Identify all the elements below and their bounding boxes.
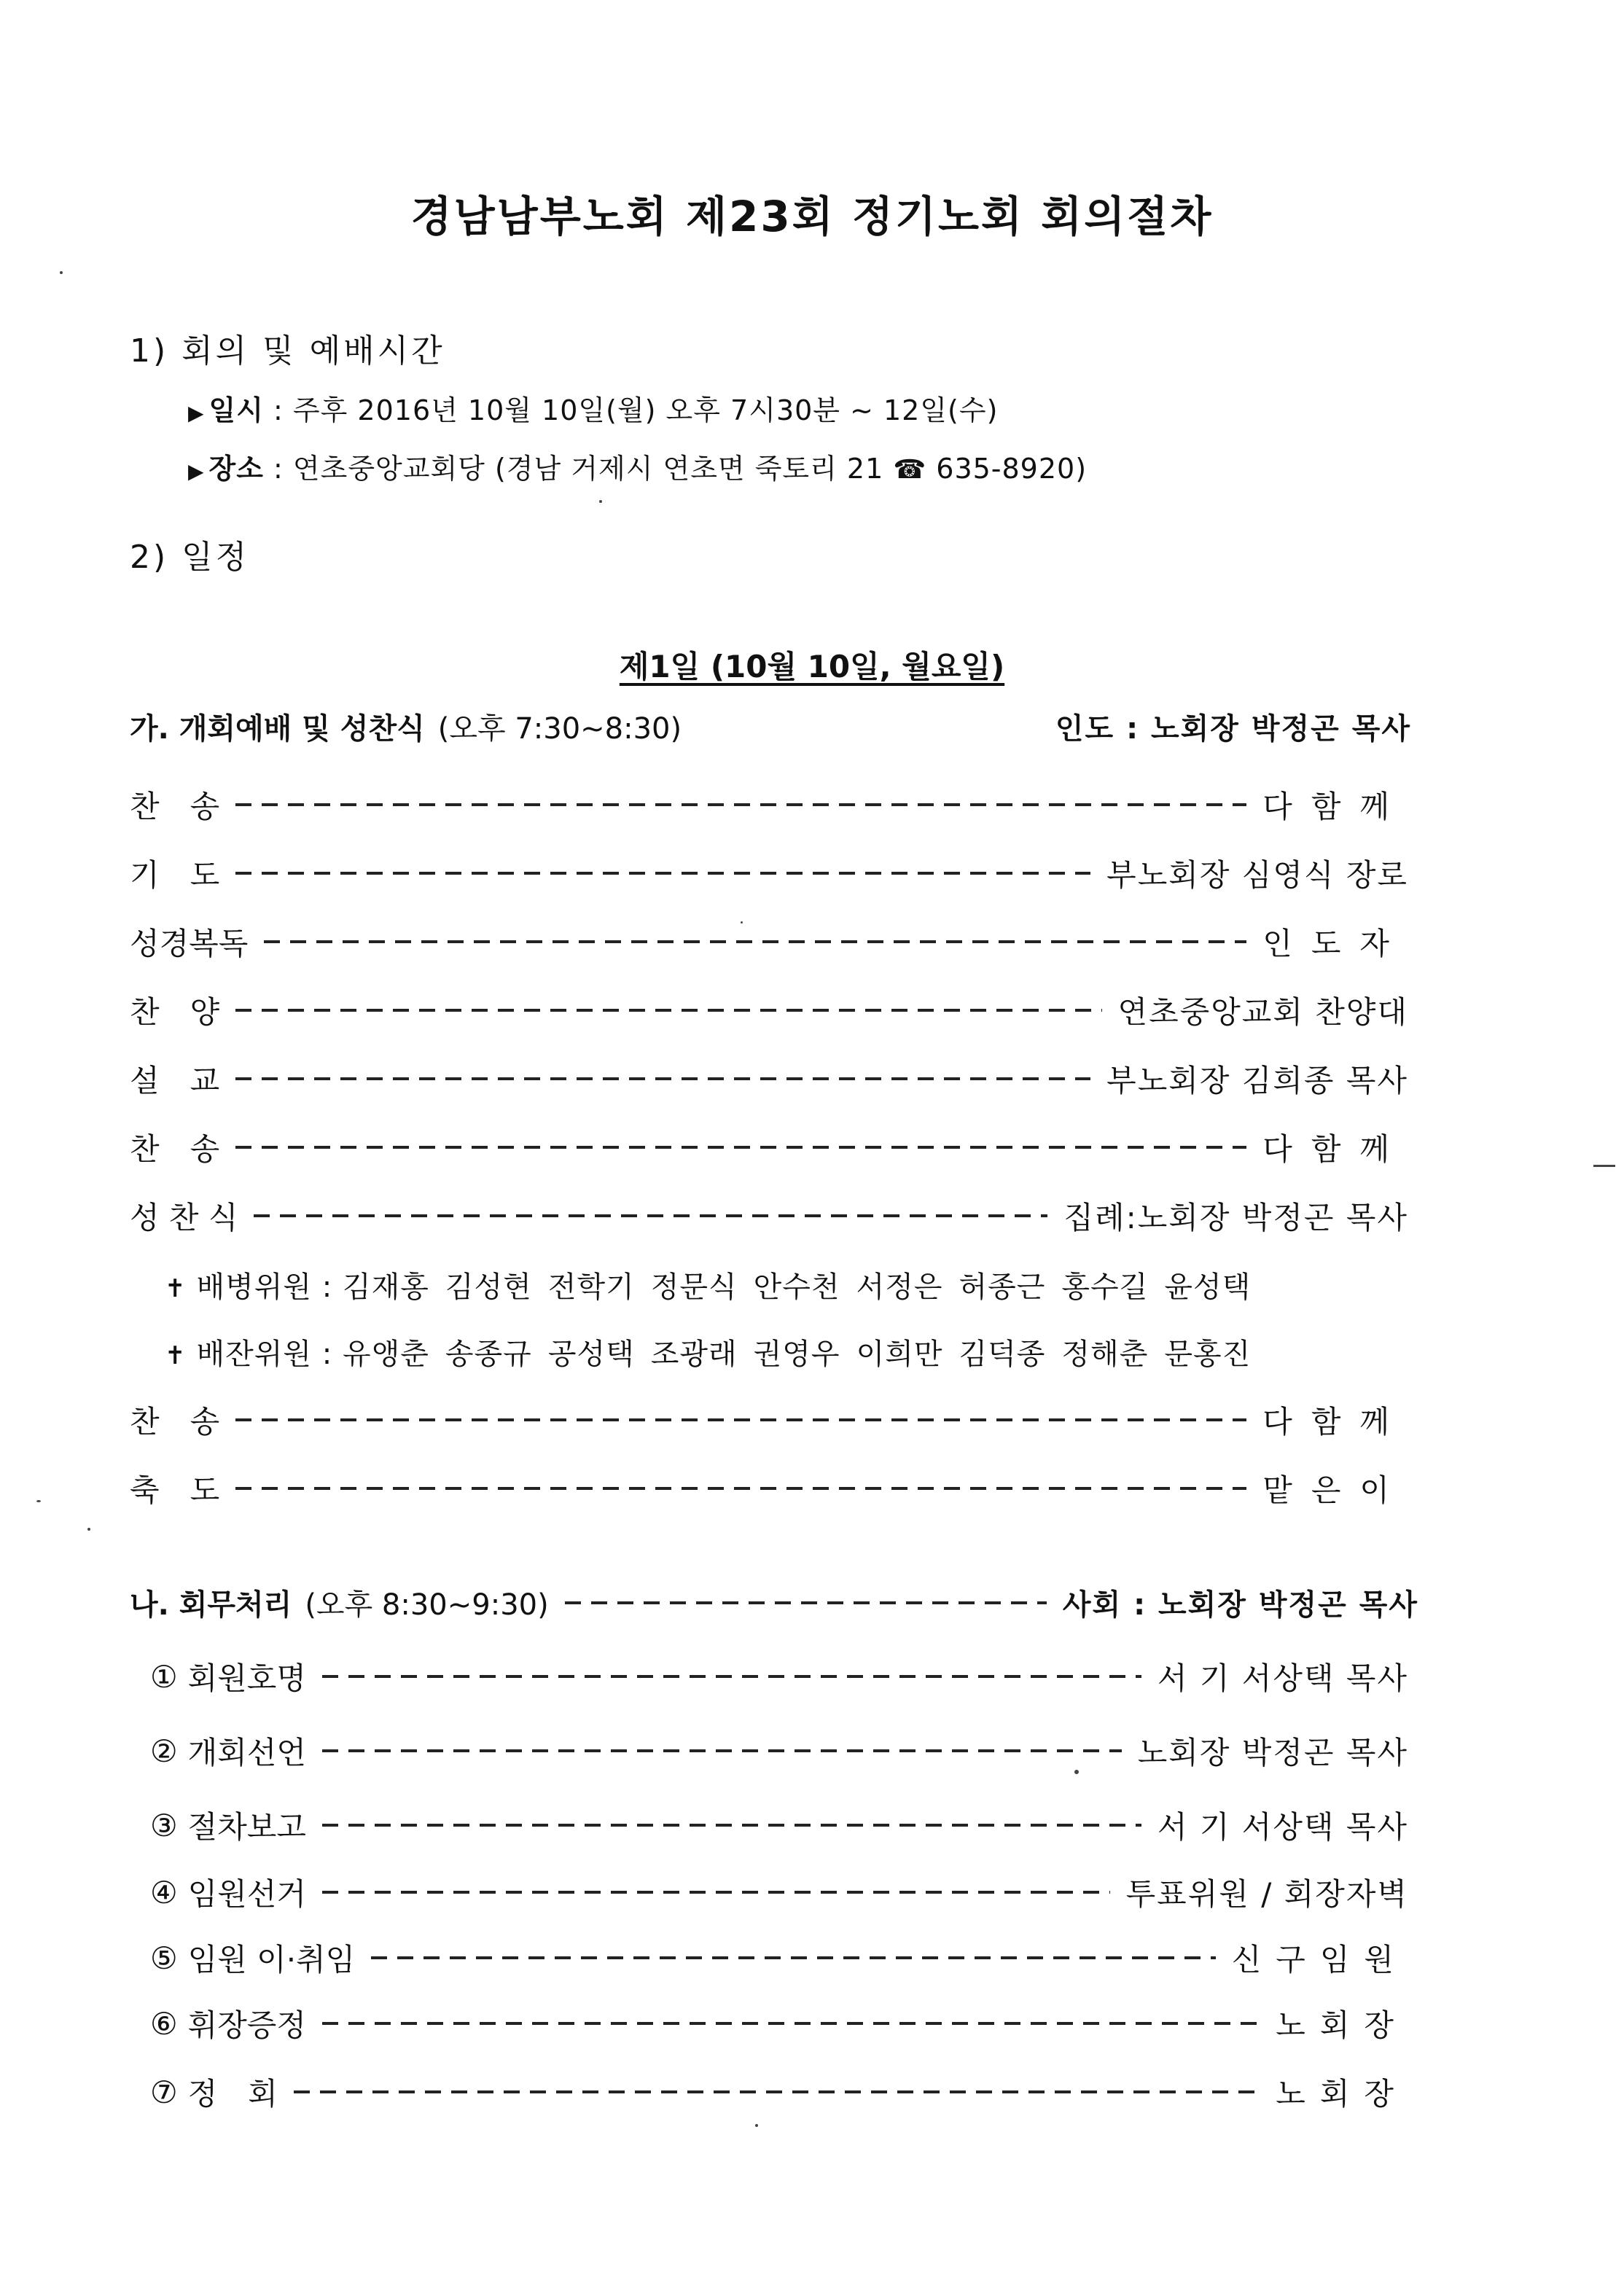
agenda-row: [150, 1803, 1408, 1847]
committee-member: 윤성택: [1164, 1270, 1252, 1304]
dashed-leader-line: [322, 2022, 1260, 2025]
agenda-row: [150, 1870, 1408, 1914]
agenda-number: ⑦: [150, 2074, 178, 2110]
part-a-heading: [130, 706, 1411, 747]
dashed-leader-line: [322, 1891, 1110, 1894]
cross-icon: ✝: [165, 1274, 187, 1303]
part-b-label: 나. 회무처리: [130, 1588, 292, 1622]
committee-label: 배잔위원 :: [196, 1338, 343, 1371]
committee-member: 안수천: [753, 1270, 840, 1304]
dashed-leader-line: [322, 1675, 1141, 1678]
program-item-person: 부노회장 심영식 장로: [1106, 857, 1408, 893]
dashed-leader-line: [264, 940, 1246, 943]
committee-member: 홍수길: [1061, 1270, 1149, 1304]
agenda-item-person: 노회장: [1276, 2007, 1408, 2043]
committee-member: 송종규: [445, 1338, 532, 1371]
program-item-name: 축 도: [130, 1472, 220, 1508]
info-key-date: 일시: [208, 394, 264, 426]
telephone-icon: ☎: [893, 455, 927, 485]
program-item-name: 성경복독: [130, 926, 249, 961]
agenda-number: ⑥: [150, 2005, 178, 2042]
committee-member: 이희만: [856, 1338, 943, 1371]
dashed-leader-line: [235, 872, 1090, 875]
program-item-name: 설 교: [130, 1063, 220, 1098]
cross-icon: ✝: [165, 1341, 187, 1370]
scan-speck: [1593, 1165, 1615, 1167]
scan-speck: [1074, 1770, 1079, 1774]
info-phone-number: 635-8920): [926, 453, 1088, 485]
dashed-leader-line: [322, 1824, 1141, 1827]
program-row: [130, 1194, 1408, 1238]
program-row: [130, 1125, 1408, 1169]
triangle-bullet-icon: ▶: [188, 459, 205, 483]
agenda-number: ⑤: [150, 1940, 178, 1976]
dashed-leader-line: [322, 1749, 1122, 1752]
program-item-person: 다함께: [1262, 1404, 1408, 1440]
program-row: [130, 1467, 1408, 1510]
committee-member: 김성현: [445, 1270, 532, 1304]
agenda-item-name: 회원호명: [187, 1660, 306, 1696]
info-date-line: [188, 388, 998, 428]
part-b-time: (오후 8:30~9:30): [305, 1588, 549, 1622]
program-row: [130, 920, 1408, 964]
agenda-row: [150, 1936, 1408, 1980]
agenda-number: ④: [150, 1874, 178, 1910]
day1-heading: 제1일 (10월 10일, 월요일): [619, 649, 1005, 684]
program-row: [130, 851, 1408, 895]
agenda-item-person: 노회장 박정곤 목사: [1137, 1735, 1408, 1770]
part-a-leader: 인도 : 노회장 박정곤 목사: [1055, 712, 1411, 746]
agenda-item-person: 투표위원 / 회장자벽: [1125, 1876, 1408, 1912]
agenda-item-person: 서 기 서상택 목사: [1157, 1809, 1408, 1845]
dashed-leader-line: [235, 803, 1246, 806]
part-b-leader: 사회 : 노회장 박정곤 목사: [1062, 1588, 1418, 1622]
dashed-leader-line: [235, 1487, 1246, 1490]
program-item-name: 찬 송: [130, 1404, 220, 1440]
dashed-leader-line: [294, 2090, 1260, 2093]
committee-member: 서정은: [856, 1270, 943, 1304]
committee-member: 권영우: [753, 1338, 840, 1371]
scan-speck: [87, 1528, 90, 1531]
committee-member: 김재홍: [342, 1270, 429, 1304]
committee-member: 김덕종: [959, 1338, 1046, 1371]
scan-speck: [60, 271, 63, 274]
program-item-person: 다함께: [1262, 789, 1408, 824]
document-title: 경남남부노회 제23회 정기노회 회의절차: [410, 192, 1214, 241]
dashed-leader-line: [235, 1418, 1246, 1421]
agenda-item-name: 임원선거: [187, 1876, 306, 1912]
agenda-number: ③: [150, 1807, 178, 1843]
program-row: [130, 783, 1408, 827]
scan-speck: [755, 2124, 758, 2127]
dashed-leader-line: [235, 1009, 1101, 1012]
agenda-row: [150, 1655, 1408, 1698]
agenda-row: [150, 2002, 1408, 2045]
program-item-name: 찬 송: [130, 789, 220, 824]
committee-member: 전학기: [547, 1270, 635, 1304]
committee-member: 정문식: [650, 1270, 738, 1304]
info-value-place: : 연초중앙교회당 (경남 거제시 연초면 죽토리 21: [263, 453, 894, 485]
agenda-number: ②: [150, 1733, 178, 1769]
agenda-item-name: 절차보고: [187, 1809, 306, 1845]
agenda-item-name: 정 회: [187, 2076, 278, 2112]
program-item-person: 맡은이: [1262, 1472, 1408, 1508]
program-item-name: 성 찬 식: [130, 1200, 238, 1235]
part-b-heading: [130, 1582, 1418, 1623]
scan-speck: [599, 500, 602, 503]
dashed-leader-line: [371, 1956, 1215, 1959]
agenda-item-name: 휘장증정: [187, 2007, 306, 2043]
agenda-item-name: 임원 이·취임: [187, 1942, 356, 1978]
agenda-row: [150, 2070, 1408, 2114]
committee-line-bread: [165, 1264, 1267, 1305]
info-place-line: [188, 446, 1087, 486]
part-a-label: 가. 개회예배 및 성찬식: [130, 712, 425, 746]
agenda-item-person: 노회장: [1276, 2076, 1408, 2112]
program-item-name: 찬 양: [130, 994, 220, 1030]
program-item-person: 인도자: [1262, 926, 1408, 961]
committee-label: 배병위원 :: [196, 1270, 343, 1304]
program-row: [130, 1398, 1408, 1442]
program-item-person: 부노회장 김희종 목사: [1106, 1063, 1408, 1098]
committee-member: 조광래: [650, 1338, 738, 1371]
dashed-leader-line: [565, 1601, 1047, 1604]
section-heading-schedule: 2) 일정: [130, 539, 250, 576]
committee-member: 문홍진: [1164, 1338, 1252, 1371]
part-a-time: (오후 7:30~8:30): [437, 712, 682, 746]
scan-speck: [741, 921, 743, 924]
agenda-item-person: 서 기 서상택 목사: [1157, 1660, 1408, 1696]
dashed-leader-line: [254, 1214, 1047, 1217]
program-item-name: 찬 송: [130, 1131, 220, 1167]
info-value-date: : 주후 2016년 10월 10일(월) 오후 7시30분 ~ 12일(수): [263, 394, 999, 426]
program-row: [130, 1057, 1408, 1101]
committee-line-cup: [165, 1331, 1267, 1373]
dashed-leader-line: [235, 1077, 1090, 1080]
program-row: [130, 988, 1408, 1032]
committee-member: 정해춘: [1061, 1338, 1149, 1371]
program-item-person: 다함께: [1262, 1131, 1408, 1167]
triangle-bullet-icon: ▶: [188, 401, 205, 425]
committee-member: 유앵춘: [342, 1338, 429, 1371]
agenda-item-name: 개회선언: [187, 1735, 306, 1770]
committee-member: 허종근: [959, 1270, 1046, 1304]
agenda-row: [150, 1729, 1408, 1773]
section-heading-schedule-time: 1) 회의 및 예배시간: [130, 332, 445, 370]
dashed-leader-line: [235, 1146, 1246, 1149]
program-item-name: 기 도: [130, 857, 220, 893]
committee-member: 공성택: [547, 1338, 635, 1371]
scan-speck: [36, 1500, 41, 1502]
info-key-place: 장소: [208, 453, 264, 485]
agenda-item-person: 신구임원: [1231, 1942, 1408, 1978]
program-item-person: 연초중앙교회 찬양대: [1117, 994, 1408, 1030]
program-item-person: 집례:노회장 박정곤 목사: [1063, 1200, 1408, 1235]
agenda-number: ①: [150, 1658, 178, 1695]
